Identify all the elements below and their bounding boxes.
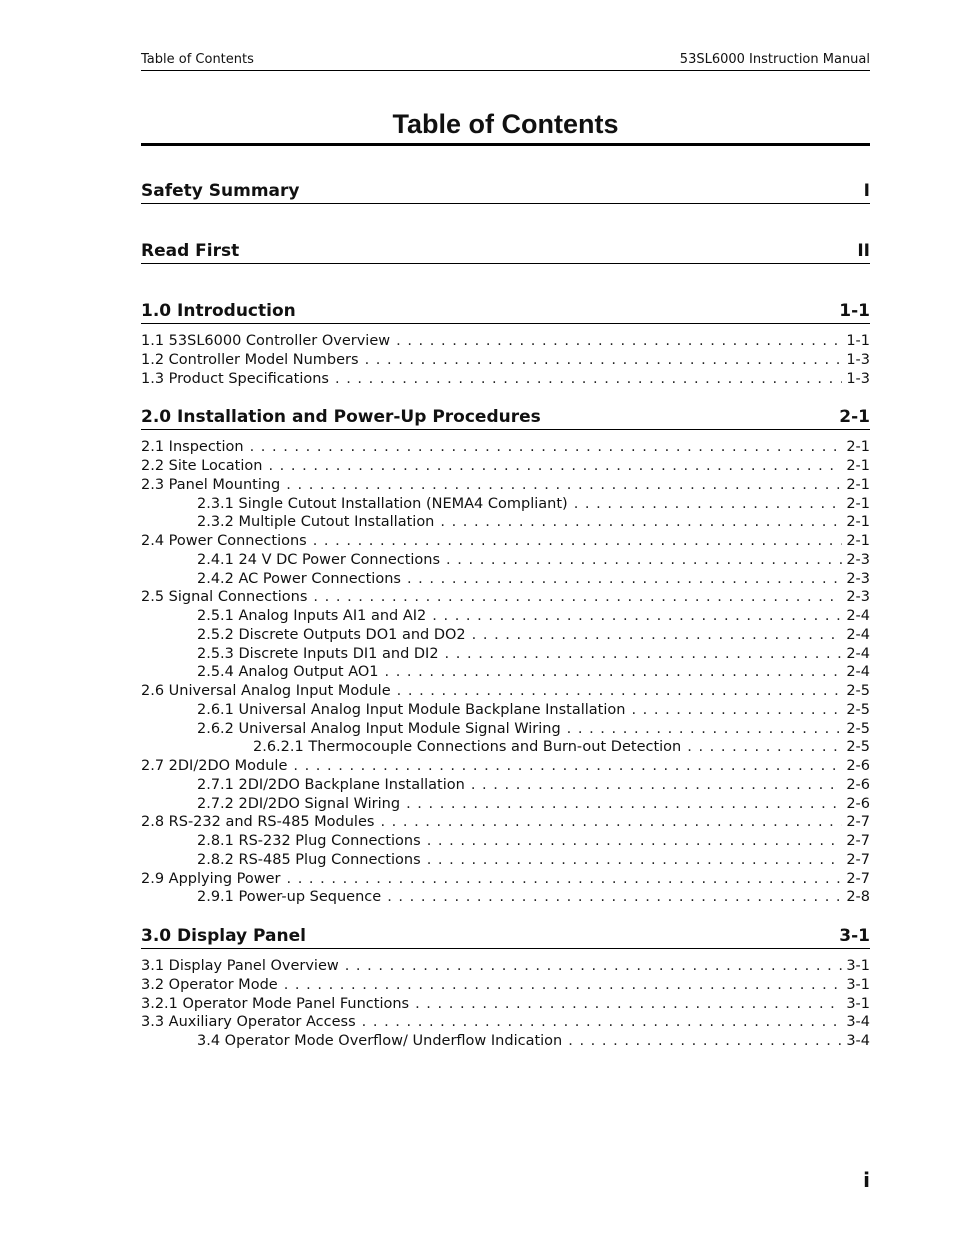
chapter-title: 2.0 Installation and Power-Up Procedures <box>141 407 541 428</box>
chapter-heading[interactable] <box>141 925 870 949</box>
toc-entry-label: 2.9 Applying Power <box>141 870 281 887</box>
toc-entry-page: 2-3 <box>846 570 870 587</box>
toc-entry[interactable] <box>141 332 870 351</box>
toc-entry-page: 2-7 <box>846 870 870 887</box>
dot-leader <box>365 351 843 370</box>
page-title: Table of Contents <box>141 107 870 146</box>
chapter-heading[interactable] <box>141 300 870 324</box>
toc-entry-page: 2-1 <box>846 495 870 512</box>
dot-leader <box>293 757 842 776</box>
toc-entry-page: 2-6 <box>846 776 870 793</box>
dot-leader <box>440 513 842 532</box>
dot-leader <box>286 476 842 495</box>
toc-entry-label: 2.8 RS-232 and RS-485 Modules <box>141 814 375 831</box>
toc-entry[interactable] <box>141 832 870 851</box>
dot-leader <box>574 495 843 514</box>
toc-entry[interactable] <box>141 995 870 1014</box>
toc-entry[interactable] <box>141 626 870 645</box>
running-header <box>141 52 870 71</box>
toc-entry[interactable] <box>141 645 870 664</box>
dot-leader <box>415 995 842 1014</box>
chapter-title: 3.0 Display Panel <box>141 926 306 946</box>
dot-leader <box>345 957 843 976</box>
toc-entry[interactable] <box>141 976 870 995</box>
toc-entry-label: 2.3.1 Single Cutout Installation (NEMA4 Compliant) <box>197 495 568 512</box>
dot-leader <box>313 532 843 551</box>
dot-leader <box>397 682 843 701</box>
toc-entry[interactable] <box>141 851 870 870</box>
toc-entry-label: 2.7 2DI/2DO Module <box>141 758 288 774</box>
toc-entry[interactable] <box>141 351 870 370</box>
toc-entry[interactable] <box>141 438 870 457</box>
toc-entry[interactable] <box>141 738 870 757</box>
dot-leader <box>427 851 843 870</box>
dot-leader <box>313 588 842 607</box>
toc-entry-label: 1.1 53SL6000 Controller Overview <box>141 333 391 349</box>
toc-entry[interactable] <box>141 888 870 907</box>
toc-entry-label: 2.6.2 Universal Analog Input Module Signal Wiring <box>197 720 561 737</box>
toc-entry-label: 3.2 Operator Mode <box>141 976 278 993</box>
toc-entry[interactable] <box>141 607 870 626</box>
toc-entry-label: 2.5.3 Discrete Inputs DI1 and DI2 <box>197 645 439 662</box>
dot-leader <box>432 607 842 626</box>
toc-entry-label: 2.2 Site Location <box>141 458 263 474</box>
toc-entry[interactable] <box>141 795 870 814</box>
chapter-heading[interactable] <box>141 406 870 430</box>
dot-leader <box>387 888 842 907</box>
toc-entry[interactable] <box>141 551 870 570</box>
toc-entry-page: 2-7 <box>846 851 870 868</box>
chapter-page: I <box>863 181 870 201</box>
toc-entry[interactable] <box>141 870 870 889</box>
toc-entry-list <box>141 957 870 1051</box>
dot-leader <box>472 626 843 645</box>
toc-entry[interactable] <box>141 457 870 476</box>
toc-entry-label: 2.9.1 Power-up Sequence <box>197 889 382 906</box>
chapter-title: Safety Summary <box>141 181 300 201</box>
dot-leader <box>396 332 842 351</box>
toc-entry-label: 3.1 Display Panel Overview <box>141 958 339 974</box>
chapter-page: 1-1 <box>839 301 870 321</box>
toc-entry-label: 2.4.2 AC Power Connections <box>197 570 401 587</box>
chapter-page: II <box>857 241 870 261</box>
toc-entry[interactable] <box>141 532 870 551</box>
toc-entry[interactable] <box>141 757 870 776</box>
toc-entry[interactable] <box>141 720 870 739</box>
toc-entry[interactable] <box>141 588 870 607</box>
toc-entry-page: 3-1 <box>846 958 870 974</box>
dot-leader <box>687 738 842 757</box>
dot-leader <box>335 370 842 389</box>
toc-entry-page: 2-3 <box>846 551 870 568</box>
toc-entry[interactable] <box>141 957 870 976</box>
chapter-heading[interactable] <box>141 240 870 264</box>
toc-entry-label: 2.3.2 Multiple Cutout Installation <box>197 514 435 531</box>
toc-entry-label: 1.2 Controller Model Numbers <box>141 351 359 368</box>
toc-entry-page: 1-3 <box>846 351 870 368</box>
toc-entry-page: 2-4 <box>846 626 870 643</box>
dot-leader <box>407 570 842 589</box>
toc-entry-page: 2-6 <box>846 758 870 774</box>
toc-entry[interactable] <box>141 663 870 682</box>
toc-entry-label: 2.6 Universal Analog Input Module <box>141 683 391 699</box>
header-left: Table of Contents <box>141 52 254 67</box>
dot-leader <box>471 776 842 795</box>
toc-entry-page: 2-8 <box>846 889 870 906</box>
toc-entry-page: 3-4 <box>846 1014 870 1031</box>
toc-entry[interactable] <box>141 495 870 514</box>
toc-entry[interactable] <box>141 476 870 495</box>
toc-entry[interactable] <box>141 1032 870 1051</box>
toc-entry-page: 2-5 <box>846 701 870 718</box>
dot-leader <box>427 832 843 851</box>
dot-leader <box>385 663 843 682</box>
toc-entry[interactable] <box>141 701 870 720</box>
dot-leader <box>268 457 842 476</box>
toc-entry-page: 3-1 <box>846 976 870 993</box>
dot-leader <box>284 976 843 995</box>
toc-entry-label: 2.4 Power Connections <box>141 533 307 549</box>
toc-entry-page: 2-7 <box>846 833 870 849</box>
toc-entry-page: 1-1 <box>846 333 870 349</box>
toc-entry[interactable] <box>141 1013 870 1032</box>
toc-entry-label: 2.7.2 2DI/2DO Signal Wiring <box>197 795 401 812</box>
toc-entry[interactable] <box>141 776 870 795</box>
toc-entry-page: 2-1 <box>846 514 870 531</box>
toc-entry-label: 2.6.2.1 Thermocouple Connections and Burn-out Detection <box>253 739 682 756</box>
toc-entry-list <box>141 332 870 388</box>
toc-entry-page: 2-1 <box>846 476 870 493</box>
dot-leader <box>362 1013 843 1032</box>
toc-entry[interactable] <box>141 682 870 701</box>
header-right: 53SL6000 Instruction Manual <box>679 52 870 67</box>
toc-entry-page: 2-4 <box>846 664 870 681</box>
dot-leader <box>250 438 843 457</box>
toc-entry-label: 2.1 Inspection <box>141 439 244 456</box>
toc-entry-label: 3.2.1 Operator Mode Panel Functions <box>141 995 410 1012</box>
toc-entry-label: 1.3 Product Specifications <box>141 370 329 387</box>
toc-entry-label: 2.7.1 2DI/2DO Backplane Installation <box>197 776 465 793</box>
page-number: i <box>863 1168 870 1192</box>
toc-entry-label: 2.5.1 Analog Inputs AI1 and AI2 <box>197 608 427 624</box>
toc-page <box>141 52 870 1051</box>
chapter-title: Read First <box>141 241 240 261</box>
toc-entry-page: 3-4 <box>846 1033 870 1049</box>
dot-leader <box>445 645 843 664</box>
chapter-page: 3-1 <box>839 926 870 946</box>
toc-entry-page: 2-3 <box>846 589 870 606</box>
toc-entry[interactable] <box>141 570 870 589</box>
toc-body <box>141 180 870 1051</box>
toc-entry-page: 2-5 <box>846 683 870 699</box>
toc-entry-page: 3-1 <box>846 995 870 1012</box>
toc-entry-page: 2-1 <box>846 458 870 474</box>
toc-entry-page: 2-4 <box>846 608 870 624</box>
dot-leader <box>631 701 842 720</box>
dot-leader <box>567 720 843 739</box>
toc-entry-label: 2.8.2 RS-485 Plug Connections <box>197 851 421 868</box>
chapter-heading[interactable] <box>141 180 870 204</box>
toc-entry-page: 1-3 <box>846 370 870 387</box>
toc-entry-page: 2-5 <box>846 720 870 737</box>
toc-entry-page: 2-1 <box>846 439 870 456</box>
toc-entry-label: 2.8.1 RS-232 Plug Connections <box>197 833 421 849</box>
toc-entry-page: 2-7 <box>846 814 870 831</box>
toc-entry-label: 2.3 Panel Mounting <box>141 476 281 493</box>
chapter-page: 2-1 <box>839 407 870 428</box>
toc-entry-page: 2-4 <box>846 645 870 662</box>
dot-leader <box>568 1032 842 1051</box>
toc-entry-label: 2.5.4 Analog Output AO1 <box>197 664 379 681</box>
dot-leader <box>380 813 842 832</box>
toc-entry-label: 2.6.1 Universal Analog Input Module Backplane Installation <box>197 701 626 718</box>
toc-entry[interactable] <box>141 370 870 389</box>
toc-entry-label: 3.4 Operator Mode Overflow/ Underflow Indication <box>197 1033 563 1049</box>
toc-entry[interactable] <box>141 513 870 532</box>
toc-entry-page: 2-1 <box>846 533 870 549</box>
dot-leader <box>286 870 842 889</box>
toc-entry-label: 2.5.2 Discrete Outputs DO1 and DO2 <box>197 626 466 643</box>
dot-leader <box>406 795 842 814</box>
toc-entry-page: 2-6 <box>846 795 870 812</box>
toc-entry-label: 2.4.1 24 V DC Power Connections <box>197 551 441 568</box>
toc-entry[interactable] <box>141 813 870 832</box>
chapter-title: 1.0 Introduction <box>141 301 296 321</box>
toc-entry-list <box>141 438 870 907</box>
toc-entry-page: 2-5 <box>846 739 870 756</box>
toc-entry-label: 2.5 Signal Connections <box>141 589 308 606</box>
toc-entry-label: 3.3 Auxiliary Operator Access <box>141 1014 356 1031</box>
dot-leader <box>446 551 842 570</box>
